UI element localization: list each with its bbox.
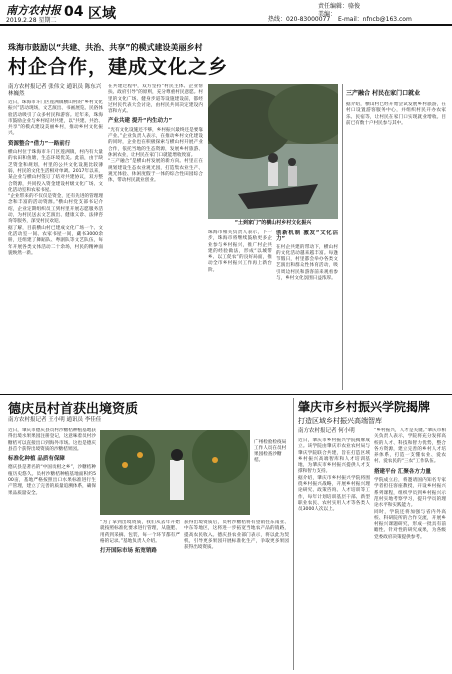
paragraph: 据介绍，横山村已经开始尝试发展乡村旅游，在村口设置游客服务中心，并组织村民开办农家乐、民宿等，让村民在家门口实现就业增收。目前已有数十户村民参与其中。 (346, 102, 446, 126)
editor-line: 责任编辑：骆俊 (318, 3, 361, 10)
designer-line: 美编： (318, 11, 337, 18)
story3-byline: 南方农村报记者 何小明 (298, 428, 355, 434)
paragraph: 据了解，目前横山村已建成文化广场一个、文化活动室一间、农家书屋一间，藏书3000余册，还组建了舞蹈队、粤剧队等文艺队伍，每年开展各类文体活动二十余场，村民的精神面貌焕然一新。 (8, 225, 103, 256)
section-rule (0, 394, 452, 395)
paragraph: 德庆县是著名的“中国贡柑之乡”，沙糖桔种植历史悠久。员村沙糖桔种植基地面积约500亩，基地严格按照出口水果标准进行生产管理，建立了完善的质量追溯体系，确保果品质量安全。 (8, 465, 96, 496)
paragraph: 近日，珠海市斗门区莲洲镇横山村的“乡村文化振兴”活动现场，文艺演出、书画展览、民俗体验活动吸引了众多村民和游客。近年来，珠海市鼓励企业与乡村结对共建，以“共建、共治、共享”的模式建设美丽乡村，推动乡村文化振兴。 (8, 100, 103, 137)
paragraph: 近日，肇庆市德庆县员村沙糖桔种植基地获得出境水果果园注册登记，这意味着员村沙糖桔可以直接出口到海外市场。这也是德庆县首个获得出境资质的沙糖桔果园。 (8, 428, 96, 452)
story2-column-3 (184, 520, 289, 670)
paragraph: 近日，肇庆市乡村振兴学院揭牌成立。该学院由肇庆市农业农村局与肇庆学院联合共建，旨在打造区域乡村振兴高端智库和人才培训基地，为肇庆市乡村振兴提供人才支撑和智力支持。 (298, 438, 370, 475)
story2-column-1 (8, 428, 96, 670)
story2-photo (100, 430, 250, 515)
newspaper-logo: 南方农村报 (6, 4, 61, 17)
paragraph: 学院成立后，将邀请国内知名专家学者担任客座教授，开设乡村振兴系列课程，组织学员到乡村振兴示范村实地考察学习，提升学员的理论水平和实践能力。 (374, 478, 446, 509)
lead-column-1 (8, 100, 103, 390)
paragraph: “光有文化设施还不够，乡村振兴最终还是要靠产业。”企业负责人表示，在推动乡村文化建设的同时，企业也在积极探索与横山村开展产业合作，依托当地的生态资源，发展乡村旅游、休闲农业，让村民在家门口就能增收致富。 (108, 127, 203, 158)
subhead: 打开国际市场 拓宽销路 (100, 548, 157, 555)
story2-column-2 (100, 520, 180, 670)
story2-byline: 南方农村报记者 王小明 通讯员 李佳佳 (8, 417, 102, 423)
story3-column-1 (298, 438, 370, 670)
sidebar-column (346, 102, 446, 390)
story2-headline: 德庆员村首获出境资质 (8, 402, 139, 417)
paragraph: 珠海市相关负责人表示，下一步，珠海市将继续鼓励更多企业参与乡村振兴，推广村企共建的经验做法，形成“以城带乡、以工促农”的良好局面，推动全市乡村振兴工作再上新台阶。 (208, 230, 272, 273)
paragraph: 获得出境资质后，员村沙糖桔将有望销往东南亚、中东等地区，这将进一步拓宽当地农产品的销路，提高农民收入。德庆县农业部门表示，将以此为契机，引导更多果园开展标准化生产，争取更多果园获得出境资质。 (184, 520, 289, 551)
column-divider (293, 398, 294, 670)
paragraph: “乡村振兴，人才是关键。”肇庆市相关负责人表示，学院将充分发挥高校的人才、科技和智力优势，整合各方资源，建立完善的乡村人才培养体系，打造一支懂农业、爱农村、爱农民的“三农”工作队伍。 (374, 428, 446, 465)
story3-column-2 (374, 428, 446, 670)
story3-subtitle: 打造区域乡村振兴高端智库 (298, 417, 382, 425)
lead-column-2 (108, 84, 203, 390)
subhead: 产业共建 提升“内生动力” (108, 118, 173, 125)
story3-headline: 肇庆市乡村振兴学院揭牌 (298, 400, 431, 414)
story2-photo-caption: 广州检验检疫局工作人员在员村果园检查沙糖桔。 (254, 440, 287, 463)
paragraph: 在共建过程中，双方坚持“村民主体、企业帮扶、政府引导”的原则，充分尊重村民意愿。村里的文化广场、健身步道等设施建设前，都经过村民代表大会讨论，由村民共同决定建设内容和方式。 (108, 84, 203, 115)
lead-headline: 村企合作，建成文化之乡 (8, 56, 229, 78)
sidebar-heading: 三产融合 村民在家门口就业 (346, 90, 421, 97)
paragraph: “三产融合”是横山村发展的新方向。村里正在规划建设生态农业观光园，打造集农业生产、观光体验、休闲度假于一体的综合性田园综合体，带动村民就业创业。 (108, 159, 203, 184)
orchard-photo-illustration (100, 430, 250, 515)
subhead: 创新机制 激发“文化活力” (276, 230, 338, 243)
sidebar-rule (342, 84, 343, 390)
paragraph: 在村企共建的带动下，横山村的文化活动越来越丰富。每逢节假日，村里都会举办各类文艺演出和群众性体育活动，吸引周边村民和游客前来观看参与，乡村文化氛围日益浓厚。 (276, 244, 338, 282)
lead-column-4 (276, 230, 338, 390)
hotline: 热线：020-83000077 (268, 16, 331, 23)
masthead-rule (0, 24, 452, 26)
paragraph: 据介绍，肇庆市乡村振兴学院将围绕乡村振兴战略，开展乡村振兴理论研究、政策咨询、人才培训等工作，每年计划培训基层干部、新型职业农民、农村实用人才等各类人员3000人次以上。 (298, 475, 370, 513)
lead-column-3 (208, 230, 272, 390)
lead-kicker: 珠海市鼓励以“共建、共治、共享”的模式建设美丽乡村 (8, 43, 203, 52)
lead-byline: 南方农村报记者 张伟文 通讯员 陈东兴 林巍然 (8, 84, 102, 97)
subhead: 资源整合“借力”一路前行 (8, 140, 71, 147)
paragraph: 同时，学院还将加强与省内外高校、科研院所的合作交流，开展乡村振兴课题研究，形成一批具有前瞻性、针对性的研究成果，为各级党委政府决策提供参考。 (374, 509, 446, 540)
subhead: 标准化种植 品质有保障 (8, 456, 65, 463)
lead-photo-caption: “土到家门”的横山村乡村文化振兴 (234, 220, 312, 226)
email: E-mail：nfncb@163.com (338, 16, 412, 23)
paragraph: 横山村位于珠海市斗门区莲洲镇，村内有大量的农田和鱼塘，生态环境优美。此前，由于缺乏资金和规划，村里的公共文化设施比较薄弱，村民的文化生活相对单调。2017年以来，某企业与横山村签订了结对共建协议，双方整合资源，共同投入资金建设村级文化广场、文化活动室和农家书屋。 (8, 150, 103, 193)
paragraph: “企业带来的不仅仅是资金，还有先进的管理理念和丰富的活动资源。”横山村党支部书记介绍，企业定期组织员工到村里开展志愿服务活动，为村民送去文艺演出、健康义诊、法律咨询等服务，深受村民欢迎。 (8, 194, 103, 225)
lead-photo (208, 84, 338, 219)
issue-date: 2019.2.28 星期二 (6, 17, 57, 24)
boat-photo-illustration (208, 84, 338, 219)
paragraph: “为了拿到出境资质，我们从去年开始就按照标准化要求进行管理，从施肥、用药到采摘、包装，每一个环节都有严格的记录。”基地负责人介绍。 (100, 520, 180, 544)
page-number: 04 (64, 4, 84, 20)
subhead: 搭建平台 汇聚各方力量 (374, 468, 431, 475)
section-title: 区域 (88, 6, 116, 22)
